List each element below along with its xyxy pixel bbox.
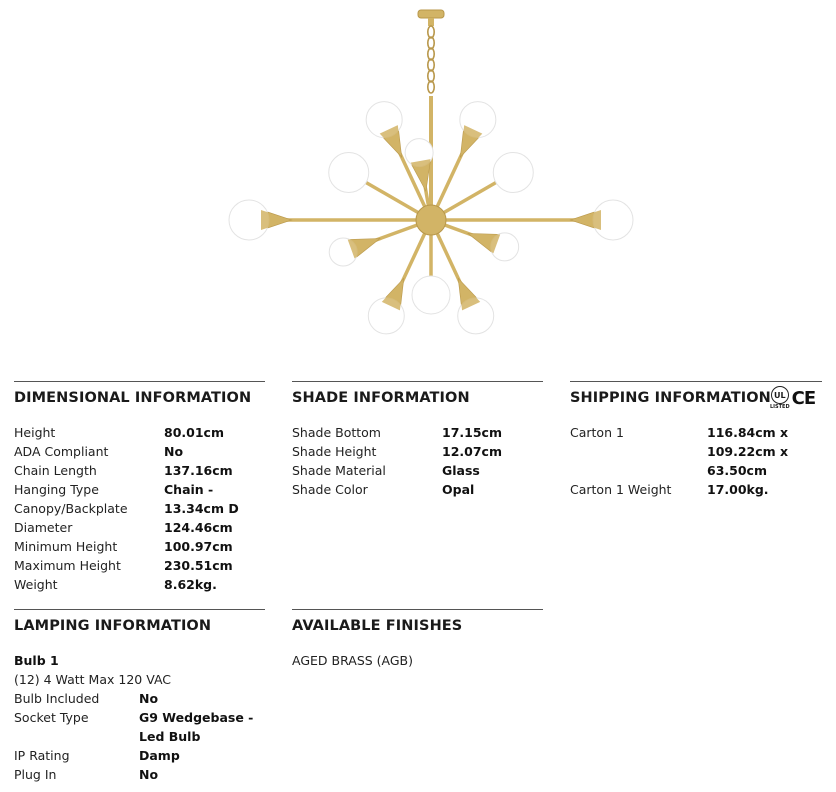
shade-rows (292, 423, 543, 499)
dimensional-spec-row (14, 461, 265, 480)
canopy-neck (428, 18, 434, 26)
shipping-title: SHIPPING INFORMATION (570, 390, 771, 406)
dimensional-spec-row (14, 556, 265, 575)
lamping-attribute-rows (14, 689, 265, 784)
ul-text: UL (774, 390, 786, 400)
lamping-spec-value: No (139, 691, 159, 706)
dimensional-spec-label: Diameter (14, 520, 73, 535)
dimensional-spec-label: Minimum Height (14, 539, 118, 554)
shipping-rows (570, 423, 822, 499)
dimensional-section (14, 381, 265, 602)
finish-item (292, 651, 543, 670)
chain-link (428, 81, 434, 93)
shade-spec-value: 12.07cm (442, 444, 502, 459)
canopy (418, 10, 444, 18)
ul-listed-text: LISTED (770, 404, 790, 410)
lamping-spec-value: G9 Wedgebase - Led Bulb (139, 710, 254, 744)
ul-listed-icon (771, 386, 789, 404)
dimensional-spec-label: ADA Compliant (14, 444, 109, 459)
dimensional-spec-value: 230.51cm (164, 558, 233, 573)
dimensional-spec-row (14, 423, 265, 442)
dimensional-title: DIMENSIONAL INFORMATION (14, 390, 252, 406)
carton-weight-label: Carton 1 Weight (570, 482, 672, 497)
dimensional-spec-value: 80.01cm (164, 425, 224, 440)
lamping-rows (14, 651, 265, 784)
shipping-row-carton (570, 423, 822, 480)
shade-spec-row (292, 461, 543, 480)
dimensional-spec-value: 100.97cm (164, 539, 233, 554)
cone-shade-front (571, 210, 601, 230)
dimensional-spec-label: Canopy/Backplate (14, 501, 128, 516)
lamping-section (14, 609, 265, 792)
shipping-section (570, 381, 822, 522)
dimensional-spec-label: Weight (14, 577, 58, 592)
dimensional-spec-value: No (164, 444, 184, 459)
finish-item-label: AGED BRASS (AGB) (292, 653, 414, 668)
lamping-spec-row (14, 746, 265, 765)
lamping-spec-row (14, 689, 265, 708)
chandelier-drawing (229, 10, 633, 334)
shade-spec-label: Shade Material (292, 463, 386, 478)
finishes-section (292, 609, 543, 730)
lamping-spec-row (14, 765, 265, 784)
dimensional-spec-label: Height (14, 425, 56, 440)
lamping-spec-label: Plug In (14, 767, 57, 782)
chandelier-product-image (200, 0, 640, 340)
dimensional-spec-value: 137.16cm (164, 463, 233, 478)
shade-spec-row (292, 423, 543, 442)
dimensional-spec-row (14, 537, 265, 556)
carton-label: Carton 1 (570, 425, 624, 440)
lamping-spec-value: No (139, 767, 159, 782)
dimensional-spec-value: Chain - (164, 482, 214, 497)
finishes-title: AVAILABLE FINISHES (292, 618, 463, 634)
shade-spec-row (292, 442, 543, 461)
shade-spec-label: Shade Color (292, 482, 368, 497)
carton-dimensions (707, 423, 788, 480)
bulb-description: (12) 4 Watt Max 120 VAC (14, 672, 172, 687)
bulb-title: Bulb 1 (14, 653, 59, 668)
shade-spec-label: Shade Height (292, 444, 377, 459)
cone-shade-front (261, 210, 291, 230)
dimensional-spec-row (14, 518, 265, 537)
lamping-spec-label: Bulb Included (14, 691, 100, 706)
dimensional-spec-row (14, 575, 265, 594)
dimensional-spec-row (14, 499, 265, 518)
carton-weight-value: 17.00kg. (707, 482, 769, 497)
shade-title: SHADE INFORMATION (292, 390, 470, 406)
bulb-desc-row (14, 670, 265, 689)
dimensional-spec-value: 124.46cm (164, 520, 233, 535)
shade-spec-value: Opal (442, 482, 475, 497)
shipping-row-weight (570, 480, 822, 499)
certifications (770, 386, 815, 410)
glass-globe (329, 153, 369, 193)
lamping-spec-row (14, 708, 265, 746)
carton-dim-2: 109.22cm x (707, 444, 789, 459)
dimensional-spec-row (14, 480, 265, 499)
shade-section (292, 381, 543, 522)
dimensional-spec-label: Chain Length (14, 463, 97, 478)
glass-globe (493, 153, 533, 193)
lamping-spec-label: IP Rating (14, 748, 70, 763)
ce-mark-icon: CE (791, 387, 816, 409)
lamping-spec-label: Socket Type (14, 710, 89, 725)
finishes-list (292, 651, 543, 670)
glass-globe (412, 276, 450, 314)
center-hub (416, 205, 446, 235)
lamping-spec-value: Damp (139, 748, 180, 763)
shade-spec-label: Shade Bottom (292, 425, 381, 440)
dimensional-spec-value: 13.34cm D (164, 501, 239, 516)
carton-dim-1: 116.84cm x (707, 425, 789, 440)
bulb-title-row (14, 651, 265, 670)
dimensional-rows (14, 423, 265, 594)
shade-spec-value: 17.15cm (442, 425, 502, 440)
dimensional-spec-label: Maximum Height (14, 558, 121, 573)
dimensional-spec-value: 8.62kg. (164, 577, 217, 592)
carton-dim-3: 63.50cm (707, 463, 767, 478)
dimensional-spec-label: Hanging Type (14, 482, 99, 497)
shade-spec-value: Glass (442, 463, 480, 478)
lamping-title: LAMPING INFORMATION (14, 618, 212, 634)
dimensional-spec-row (14, 442, 265, 461)
shade-spec-row (292, 480, 543, 499)
